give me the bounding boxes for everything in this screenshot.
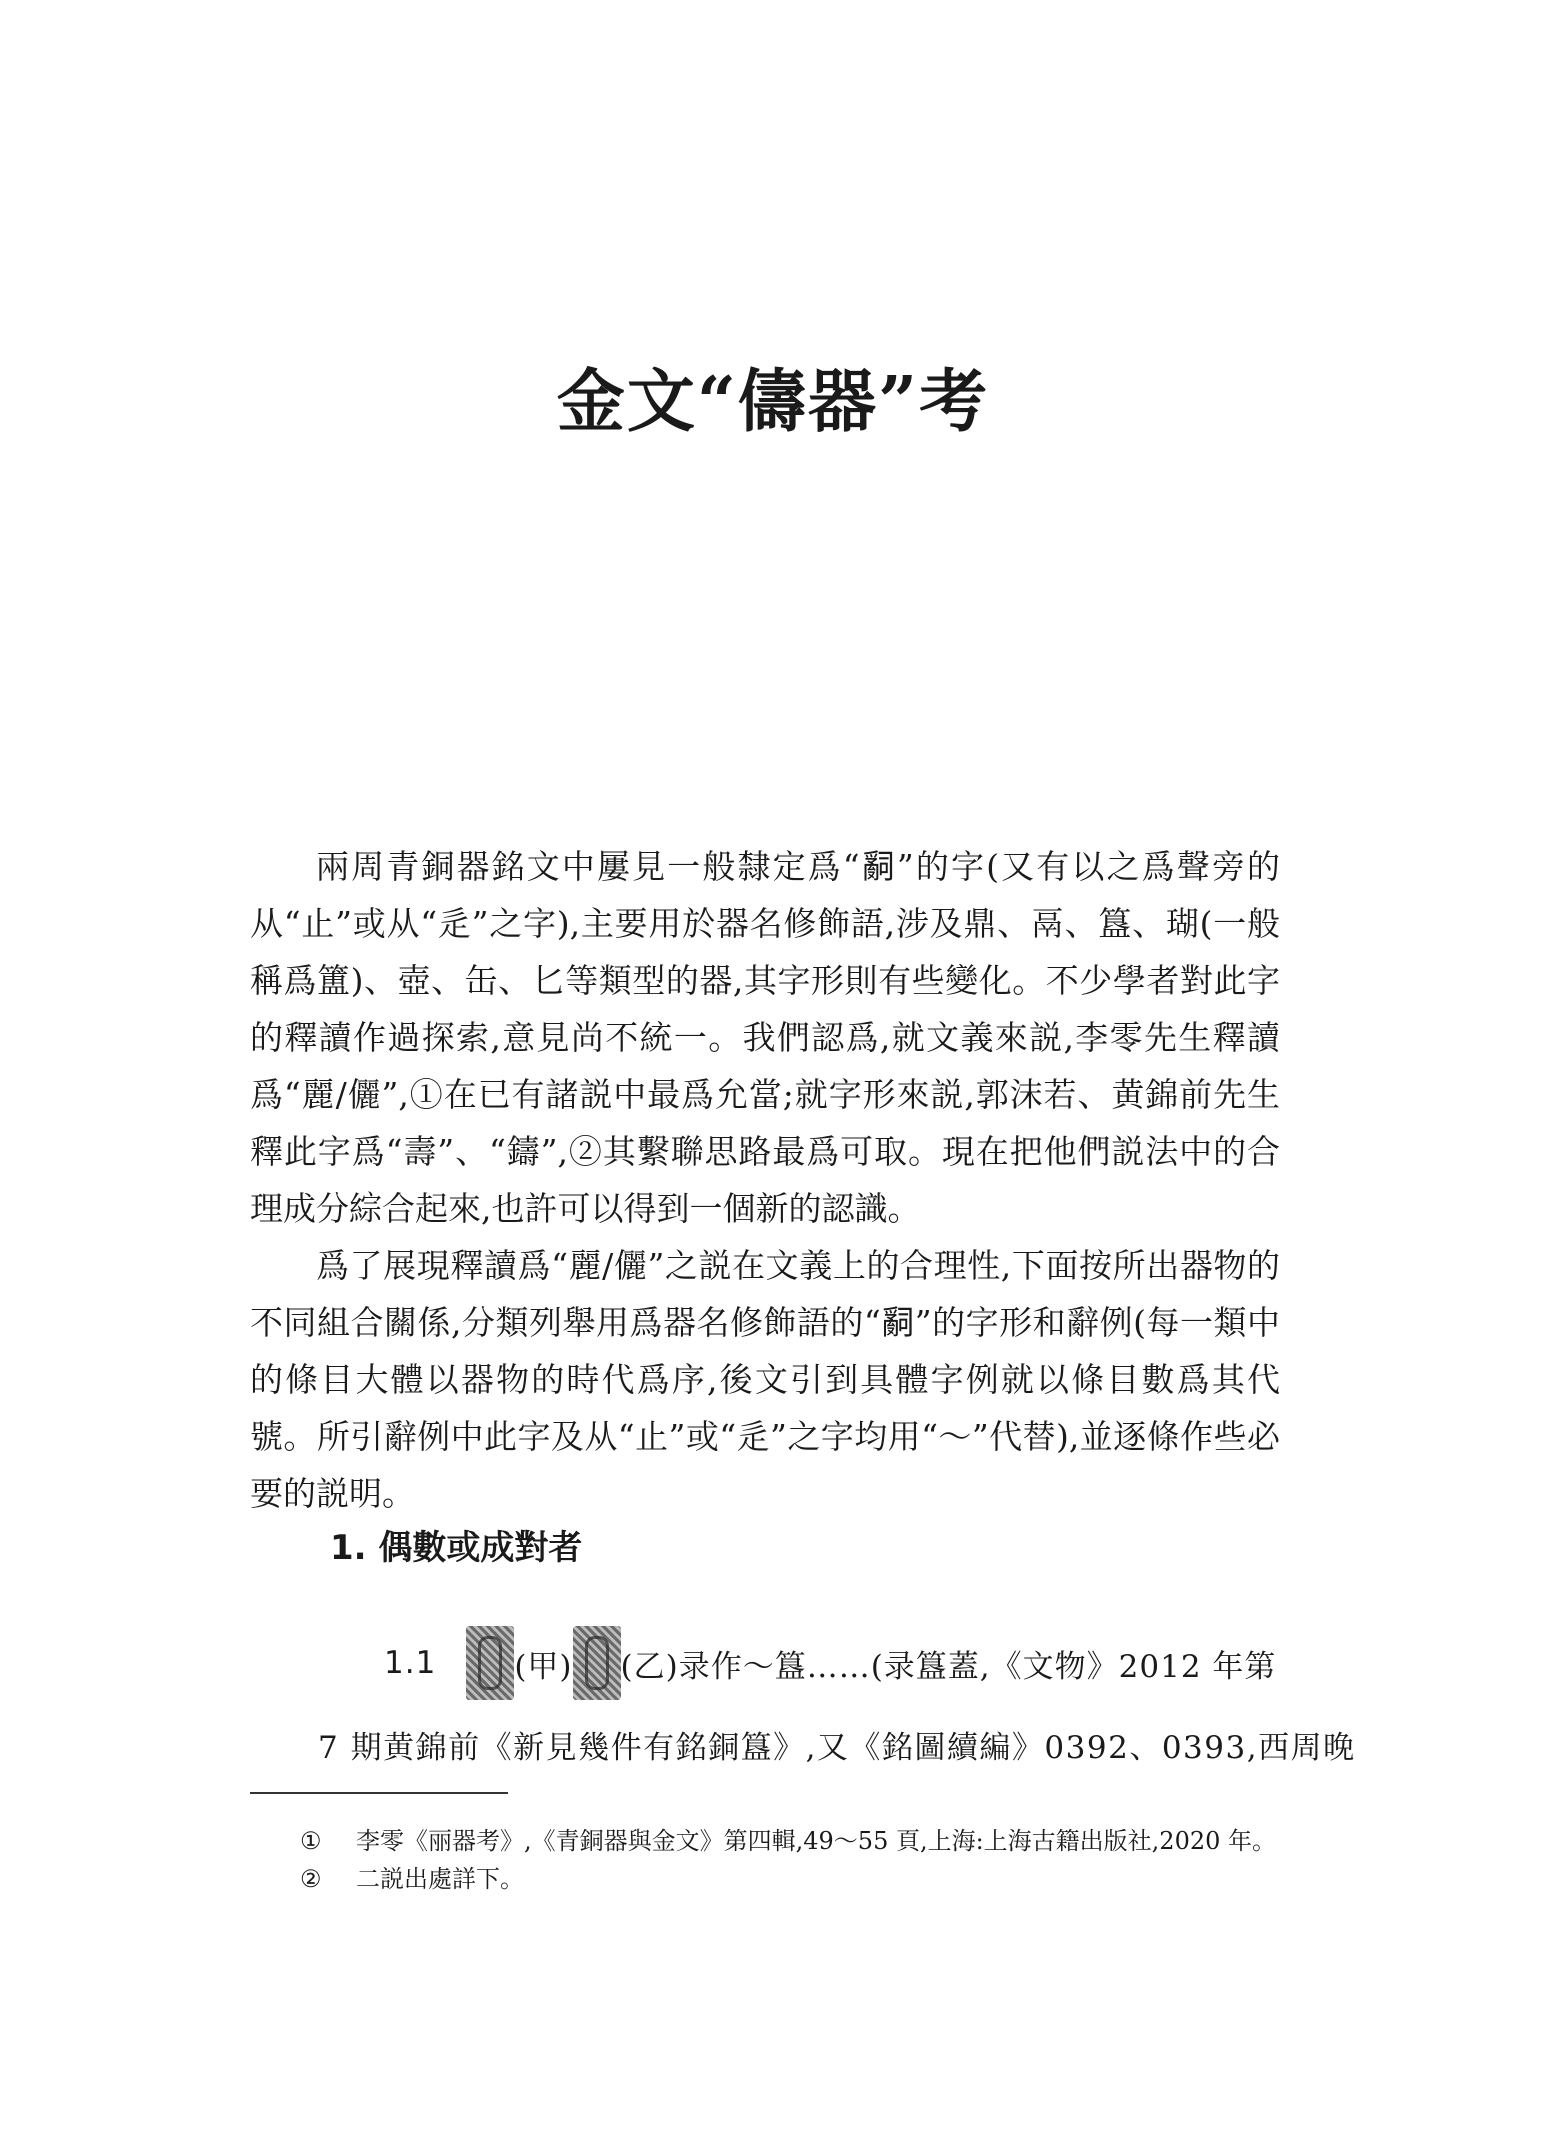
entry-continuation: 7 期黄錦前《新見幾件有銘銅簋》,又《銘圖續編》0392、0393,西周晚 — [318, 1730, 1356, 1766]
entry-label: (甲) — [514, 1648, 573, 1685]
footnote — [300, 1822, 1280, 1860]
section-heading: 1. 偶數或成對者 — [330, 1528, 583, 1568]
footnote-text: 李零《丽器考》,《青銅器與金文》第四輯,49～55 頁,上海:上海古籍出版社,2020 年。 — [356, 1827, 1277, 1855]
footnote-mark: ② — [300, 1865, 322, 1893]
footnote-divider — [250, 1792, 508, 1794]
paragraph: 爲了展現釋讀爲“麗/儷”之説在文義上的合理性,下面按所出器物的不同組合關係,分類列舉用爲器名修飾語的“𤔲”的字形和辭例(每一類中的條目大體以器物的時代爲序,後文引到具體字例就以條目數爲其代號。所引辭例中此字及从“止”或“辵”之字均用“～”代替),並逐條作些必要的説明。 — [250, 1246, 1280, 1513]
footnotes — [300, 1822, 1280, 1898]
inscription-glyph-image — [466, 1626, 514, 1700]
paragraph: 兩周青銅器銘文中屢見一般隸定爲“𤔲”的字(又有以之爲聲旁的从“止”或从“辵”之字),主要用於器名修飾語,涉及鼎、鬲、簋、瑚(一般稱爲簠)、壺、缶、匕等類型的器,其字形則有些變化。不少學者對此字的釋讀作過探索,意見尚不統一。我們認爲,就文義來説,李零先生釋讀爲“麗/儷”,①在已有諸説中最爲允當;就字形來説,郭沫若、黄錦前先生釋此字爲“壽”、“鑄”,②其繫聯思路最爲可取。現在把他們説法中的合理成分綜合起來,也許可以得到一個新的認識。 — [250, 847, 1280, 1228]
footnote-text: 二説出處詳下。 — [356, 1865, 524, 1893]
entry-line — [384, 1628, 1280, 1698]
body-text — [250, 838, 1280, 1522]
entry-text: (乙)录作～簋……(录簋蓋,《文物》2012 年第 — [620, 1648, 1277, 1685]
entry-number: 1.1 — [384, 1645, 437, 1681]
footnote — [300, 1860, 1280, 1898]
page-title: 金文“儔器”考 — [556, 362, 990, 442]
inscription-glyph-image — [573, 1626, 621, 1700]
footnote-mark: ① — [300, 1827, 322, 1855]
